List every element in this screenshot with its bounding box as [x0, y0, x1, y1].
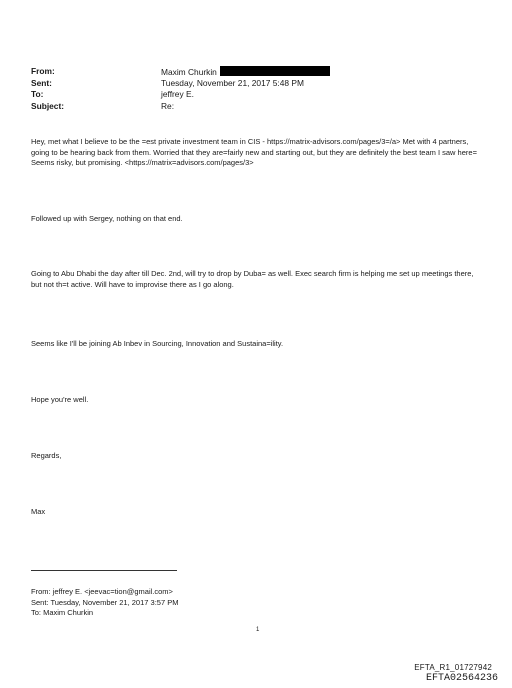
sent-label: Sent: [31, 77, 52, 88]
reply-to-line: To: Maxim Churkin [31, 608, 94, 617]
email-header [31, 66, 330, 112]
header-row-sent [31, 78, 330, 90]
header-row-to [31, 89, 330, 101]
body-paragraph-6: Regards, [31, 451, 62, 460]
bates-number-primary: EFTA_R1_01727942 [414, 663, 492, 672]
to-value: jeffrey E. [161, 89, 194, 99]
subject-value: Re: [161, 100, 175, 111]
to-label: To: [31, 89, 44, 99]
redaction-box [220, 66, 330, 76]
body-paragraph-4: Seems like I'll be joining Ab Inbev in Sourcing, Innovation and Sustaina=ility. [31, 339, 284, 348]
body-paragraph-5: Hope you're well. [31, 395, 89, 404]
page-number: 1 [256, 627, 260, 633]
bates-number-secondary: EFTA02564236 [425, 673, 498, 684]
from-value [161, 66, 330, 78]
subject-label: Subject: [31, 100, 65, 111]
body-paragraph-3: Going to Abu Dhabi the day after till Dec. 2nd, will try to drop by Duba= as well. Exec search firm is helping me set up meetings there, but not th=t active. Will have to improvise there as I go along. [31, 269, 474, 289]
reply-separator-line [31, 570, 177, 571]
from-name: Maxim Churkin [161, 67, 217, 77]
body-paragraph-7: Max [31, 507, 46, 516]
header-row-subject [31, 101, 330, 113]
from-label: From: [31, 66, 55, 76]
header-row-from [31, 66, 330, 78]
reply-sent-line: Sent: Tuesday, November 21, 2017 3:57 PM [31, 597, 179, 607]
body-paragraph-1: Hey, met what I believe to be the =est private investment team in CIS - https://matrix-advisors.com/pages/3=/a> Met with 4 partners, going to be hearing back from them. Worried that they are=fairly new and starting out, but they are definitely the best team I saw here= Seems risky, but promising. <https://matrix=advisors.com/pages/3> [31, 137, 477, 167]
quoted-reply-header [31, 587, 178, 619]
body-paragraph-2: Followed up with Sergey, nothing on that end. [31, 214, 183, 223]
reply-from-line: From: jeffrey E. <jeevac=tion@gmail.com> [31, 587, 173, 596]
sent-value: Tuesday, November 21, 2017 5:48 PM [161, 77, 304, 88]
